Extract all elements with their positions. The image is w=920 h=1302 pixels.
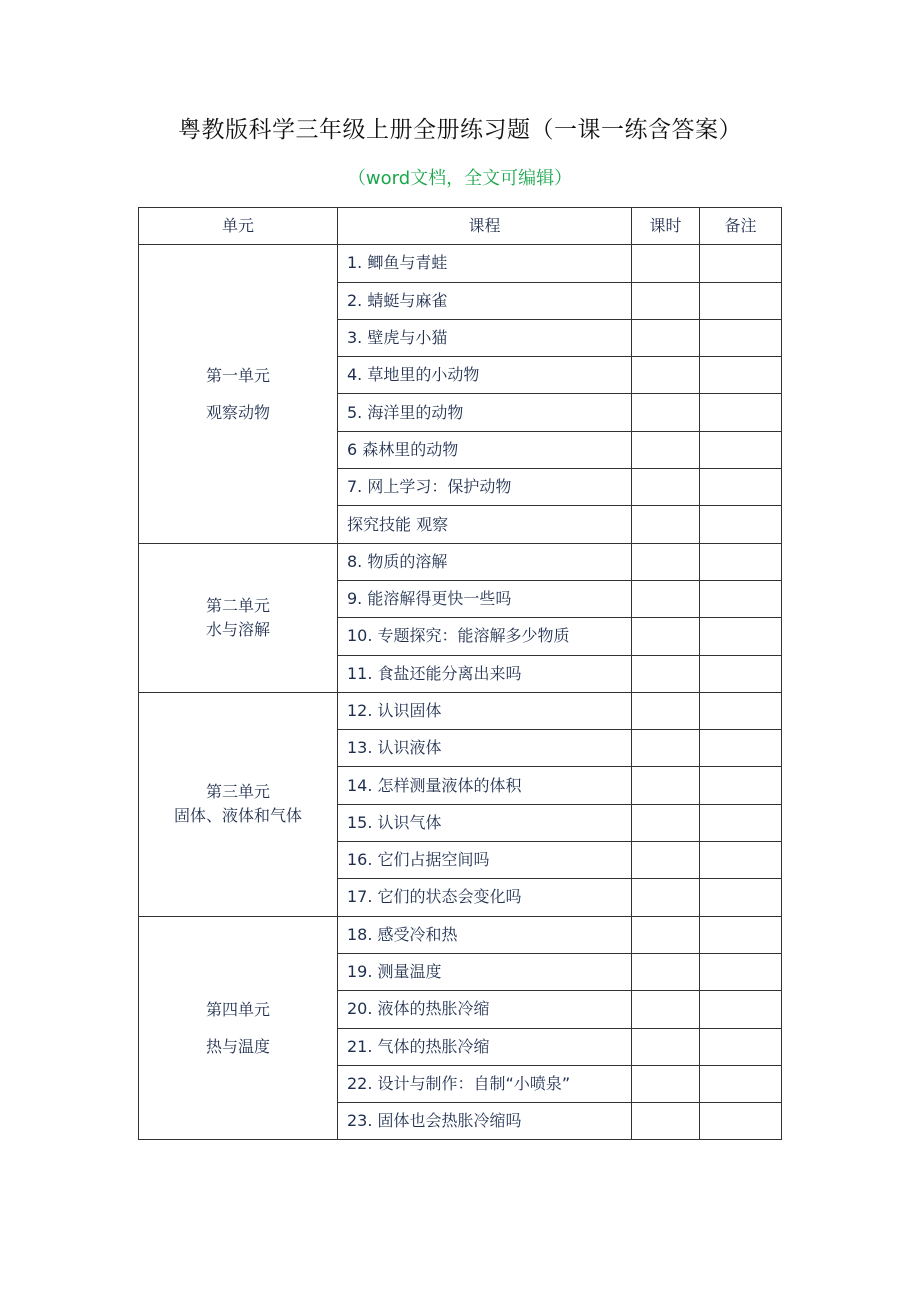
- notes-cell: [700, 357, 782, 394]
- lesson-cell: 22. 设计与制作：自制“小喷泉”: [338, 1065, 632, 1102]
- lesson-cell: 15. 认识气体: [338, 804, 632, 841]
- notes-cell: [700, 282, 782, 319]
- hours-cell: [632, 245, 700, 282]
- lesson-cell: 10. 专题探究：能溶解多少物质: [338, 618, 632, 655]
- header-hours: 课时: [632, 208, 700, 245]
- table-header-row: [139, 208, 782, 245]
- lesson-cell: 6 森林里的动物: [338, 431, 632, 468]
- header-unit: 单元: [139, 208, 338, 245]
- hours-cell: [632, 953, 700, 990]
- notes-cell: [700, 1028, 782, 1065]
- lesson-cell: 4. 草地里的小动物: [338, 357, 632, 394]
- notes-cell: [700, 506, 782, 543]
- lesson-cell: 8. 物质的溶解: [338, 543, 632, 580]
- hours-cell: [632, 879, 700, 916]
- unit-topic: 固体、液体和气体: [173, 806, 302, 826]
- hours-cell: [632, 319, 700, 356]
- notes-cell: [700, 1065, 782, 1102]
- lesson-cell: 7. 网上学习：保护动物: [338, 469, 632, 506]
- lesson-cell: 16. 它们占据空间吗: [338, 842, 632, 879]
- notes-cell: [700, 394, 782, 431]
- notes-cell: [700, 431, 782, 468]
- notes-cell: [700, 319, 782, 356]
- notes-cell: [700, 692, 782, 729]
- table-row: [139, 245, 782, 282]
- hours-cell: [632, 842, 700, 879]
- notes-cell: [700, 543, 782, 580]
- notes-cell: [700, 469, 782, 506]
- lesson-cell: 11. 食盐还能分离出来吗: [338, 655, 632, 692]
- lesson-cell: 19. 测量温度: [338, 953, 632, 990]
- hours-cell: [632, 506, 700, 543]
- lesson-cell: 14. 怎样测量液体的体积: [338, 767, 632, 804]
- hours-cell: [632, 618, 700, 655]
- unit-cell-4: [139, 916, 338, 1140]
- hours-cell: [632, 655, 700, 692]
- lesson-cell: 21. 气体的热胀冷缩: [338, 1028, 632, 1065]
- unit-cell-2: [139, 543, 338, 692]
- hours-cell: [632, 282, 700, 319]
- lesson-cell: 探究技能 观察: [338, 506, 632, 543]
- notes-cell: [700, 991, 782, 1028]
- unit-topic: 观察动物: [205, 402, 270, 422]
- notes-cell: [700, 879, 782, 916]
- notes-cell: [700, 804, 782, 841]
- unit-name: 第四单元: [205, 1000, 270, 1020]
- notes-cell: [700, 916, 782, 953]
- notes-cell: [700, 842, 782, 879]
- notes-cell: [700, 580, 782, 617]
- unit-cell-3: [139, 692, 338, 916]
- unit-name: 第二单元: [205, 595, 270, 615]
- notes-cell: [700, 618, 782, 655]
- hours-cell: [632, 804, 700, 841]
- notes-cell: [700, 953, 782, 990]
- lesson-cell: 13. 认识液体: [338, 730, 632, 767]
- lesson-cell: 17. 它们的状态会变化吗: [338, 879, 632, 916]
- lesson-cell: 9. 能溶解得更快一些吗: [338, 580, 632, 617]
- lesson-cell: 3. 壁虎与小猫: [338, 319, 632, 356]
- hours-cell: [632, 431, 700, 468]
- lesson-cell: 12. 认识固体: [338, 692, 632, 729]
- document-title: 粤教版科学三年级上册全册练习题（一课一练含答案）: [178, 117, 742, 143]
- lesson-cell: 23. 固体也会热胀冷缩吗: [338, 1103, 632, 1140]
- notes-cell: [700, 767, 782, 804]
- lesson-cell: 1. 鲫鱼与青蛙: [338, 245, 632, 282]
- hours-cell: [632, 543, 700, 580]
- document-subtitle: （word文档，全文可编辑）: [347, 168, 573, 189]
- unit-topic: 水与溶解: [205, 619, 270, 639]
- hours-cell: [632, 916, 700, 953]
- lesson-cell: 18. 感受冷和热: [338, 916, 632, 953]
- hours-cell: [632, 580, 700, 617]
- header-lesson: 课程: [338, 208, 632, 245]
- lesson-cell: 20. 液体的热胀冷缩: [338, 991, 632, 1028]
- notes-cell: [700, 730, 782, 767]
- table-row: [139, 916, 782, 953]
- unit-name: 第一单元: [205, 365, 270, 385]
- hours-cell: [632, 692, 700, 729]
- lesson-cell: 5. 海洋里的动物: [338, 394, 632, 431]
- lesson-cell: 2. 蜻蜓与麻雀: [338, 282, 632, 319]
- unit-topic: 热与温度: [205, 1037, 270, 1057]
- hours-cell: [632, 991, 700, 1028]
- hours-cell: [632, 469, 700, 506]
- table-row: [139, 543, 782, 580]
- table-row: [139, 692, 782, 729]
- hours-cell: [632, 394, 700, 431]
- hours-cell: [632, 1028, 700, 1065]
- header-notes: 备注: [700, 208, 782, 245]
- notes-cell: [700, 1103, 782, 1140]
- unit-name: 第三单元: [205, 782, 270, 802]
- hours-cell: [632, 357, 700, 394]
- hours-cell: [632, 1103, 700, 1140]
- notes-cell: [700, 245, 782, 282]
- hours-cell: [632, 730, 700, 767]
- hours-cell: [632, 767, 700, 804]
- course-table: [138, 207, 782, 1140]
- unit-cell-1: [139, 245, 338, 543]
- notes-cell: [700, 655, 782, 692]
- hours-cell: [632, 1065, 700, 1102]
